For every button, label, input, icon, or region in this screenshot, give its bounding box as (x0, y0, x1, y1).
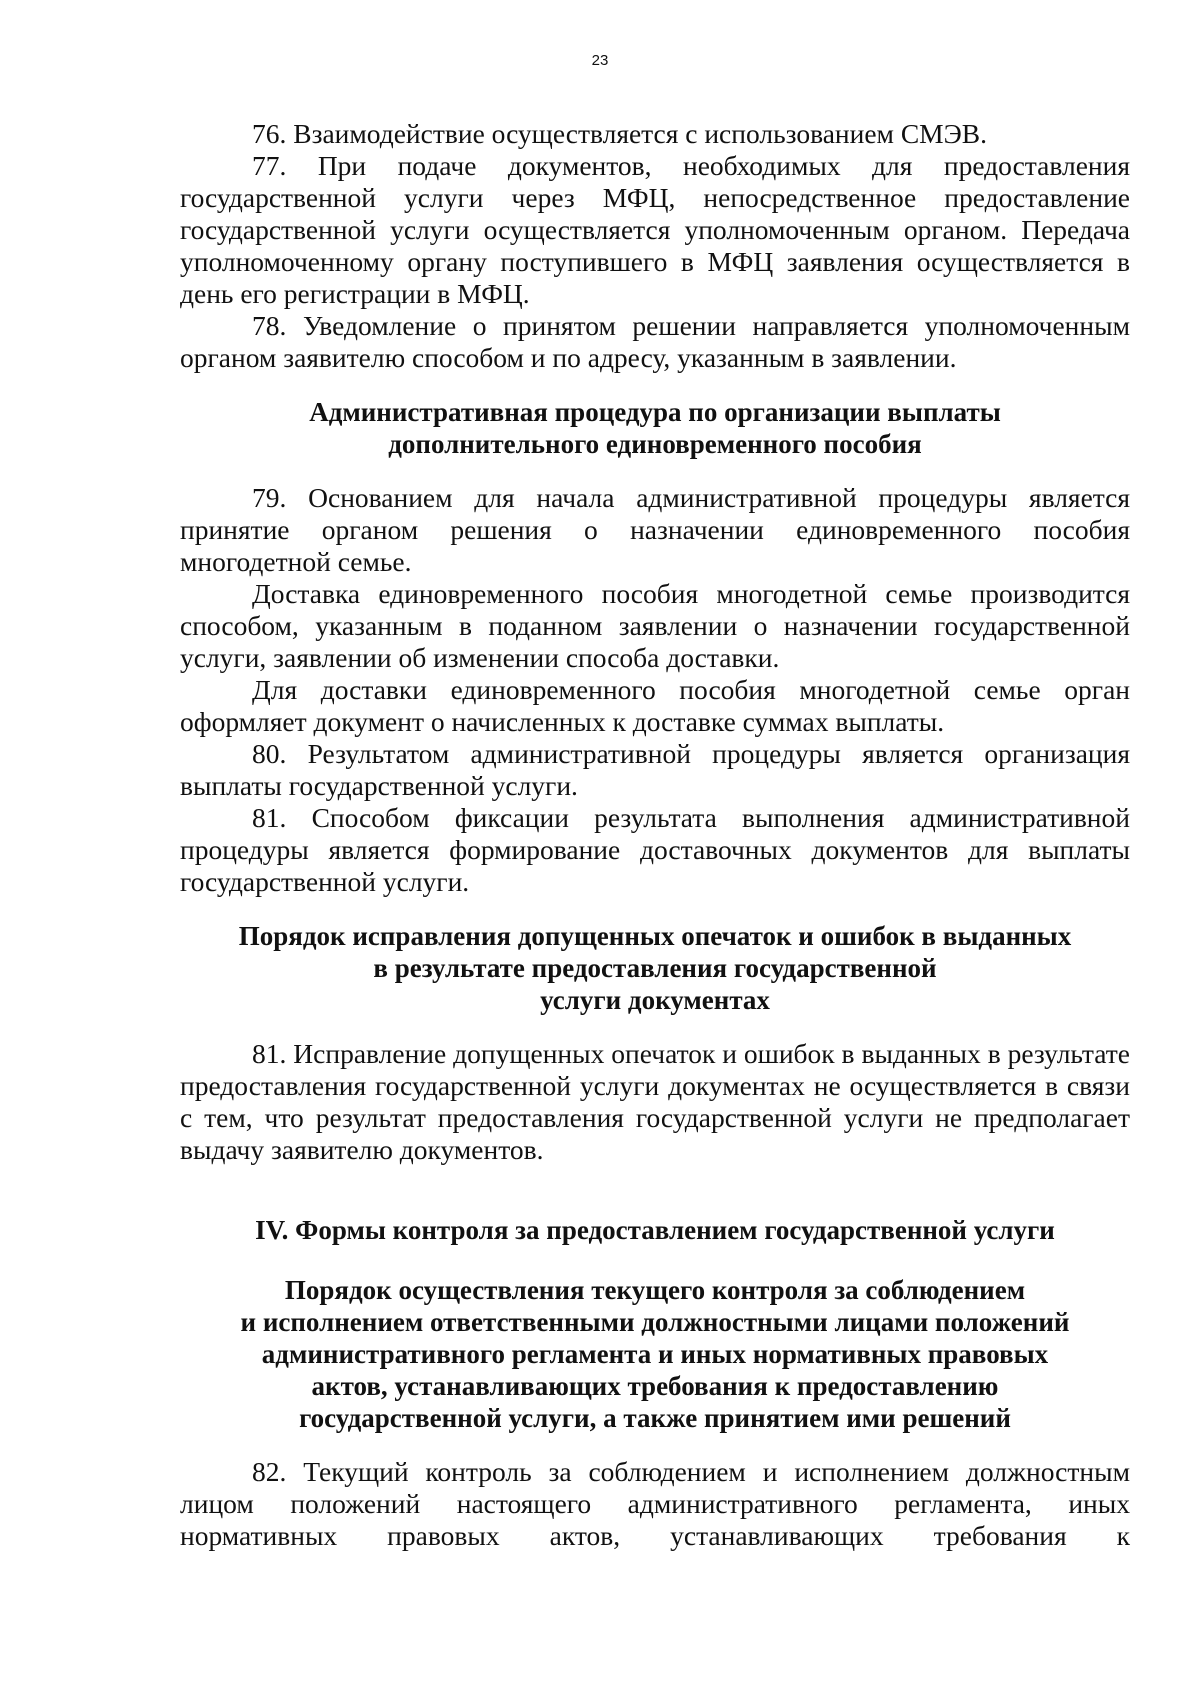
paragraph-81-corrections: 81. Исправление допущенных опечаток и ошибок в выданных в результате предоставления государственной услуги документах не осуществляется в связи с тем, что результат предоставления государственной услуги не предполагает выдачу заявителю документов. (180, 1038, 1130, 1165)
section-iv-title: IV. Формы контроля за предоставлением государственной услуги (255, 1215, 1055, 1245)
heading-current-control (180, 1274, 1130, 1434)
heading-line: государственной услуги, а также принятием ими решений (299, 1403, 1011, 1433)
heading-line: актов, устанавливающих требования к предоставлению (311, 1371, 999, 1401)
heading-line: в результате предоставления государственной (373, 953, 937, 983)
heading-line: дополнительного единовременного пособия (388, 429, 922, 459)
paragraph-78: 78. Уведомление о принятом решении направляется уполномоченным органом заявителю способом и по адресу, указанным в заявлении. (180, 310, 1130, 373)
heading-corrections (180, 920, 1130, 1016)
heading-line: Порядок осуществления текущего контроля за соблюдением (284, 1275, 1026, 1305)
paragraph-document: Для доставки единовременного пособия многодетной семье орган оформляет документ о начисленных к доставке суммах выплаты. (180, 674, 1130, 737)
heading-line: услуги документах (540, 985, 770, 1015)
paragraph-79: 79. Основанием для начала административной процедуры является принятие органом решения о назначении единовременного пособия многодетной семье. (180, 482, 1130, 577)
paragraph-82: 82. Текущий контроль за соблюдением и исполнением должностным лицом положений настоящего административного регламента, иных нормативных правовых актов, устанавливающих требования к (180, 1456, 1130, 1551)
document-body (180, 118, 1130, 1552)
paragraph-80: 80. Результатом административной процедуры является организация выплаты государственной услуги. (180, 738, 1130, 801)
paragraph-76: 76. Взаимодействие осуществляется с использованием СМЭВ. (252, 118, 987, 149)
heading-line: и исполнением ответственными должностными лицами положений (240, 1307, 1070, 1337)
paragraph-delivery: Доставка единовременного пособия многодетной семье производится способом, указанным в поданном заявлении о назначении государственной услуги, заявлении об изменении способа доставки. (180, 578, 1130, 673)
page-number: 23 (591, 52, 609, 69)
heading-line: Порядок исправления допущенных опечаток и ошибок в выданных (238, 921, 1072, 951)
heading-line: административного регламента и иных нормативных правовых (261, 1339, 1049, 1369)
heading-line: Административная процедура по организации выплаты (309, 397, 1001, 427)
paragraph-77: 77. При подаче документов, необходимых для предоставления государственной услуги через МФЦ, непосредственное предоставление государственной услуги осуществляется уполномоченным органом. Передача уполномоченному органу поступившего в МФЦ заявления осуществляется в день его регистрации в МФЦ. (180, 150, 1130, 309)
heading-payment-procedure (180, 396, 1130, 460)
paragraph-81-fixation: 81. Способом фиксации результата выполнения административной процедуры является формирование доставочных документов для выплаты государственной услуги. (180, 802, 1130, 897)
